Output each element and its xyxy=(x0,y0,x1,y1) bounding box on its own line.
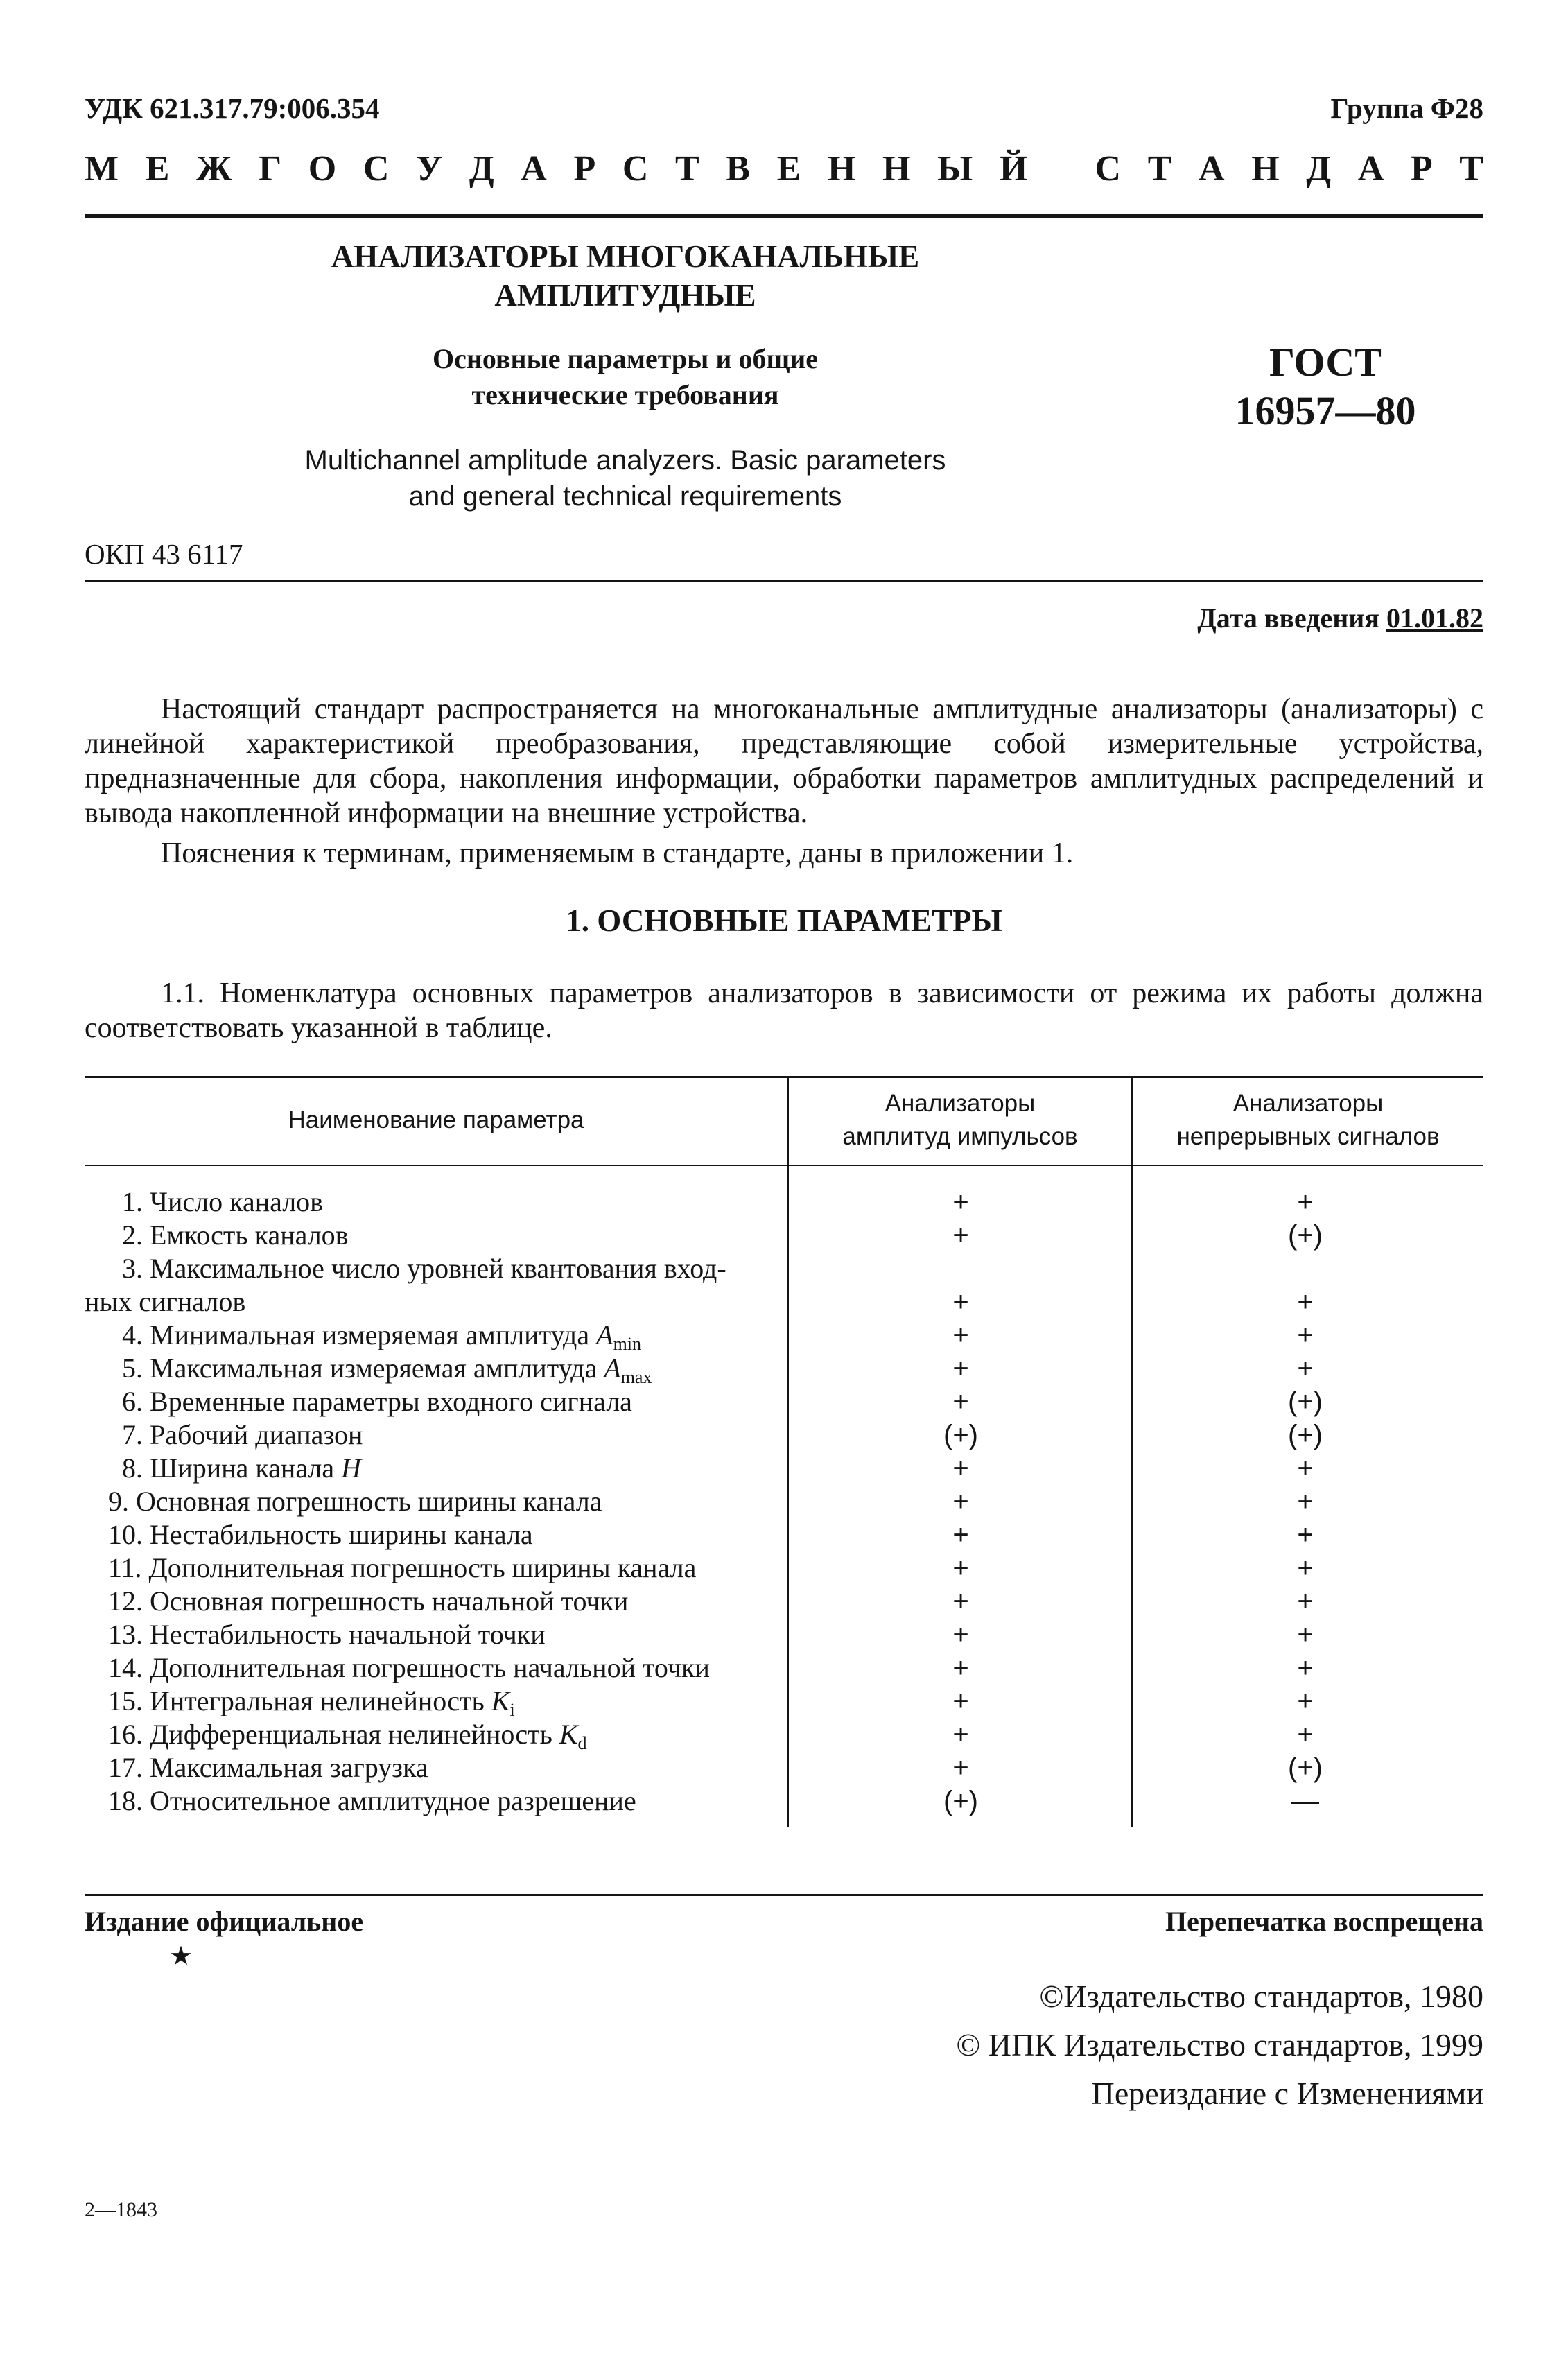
banner-letter: Е xyxy=(145,149,170,189)
row-text: 11. Дополнительная погрешность ширины канала xyxy=(108,1552,697,1583)
row-symbol-subscript: max xyxy=(620,1367,652,1387)
banner-letter: Р xyxy=(1410,149,1433,189)
table-column-divider-1 xyxy=(787,1076,789,1827)
table-row-name xyxy=(122,1452,361,1485)
copyright-1999: © ИПК Издательство стандартов, 1999 xyxy=(956,2027,1483,2062)
row-text: 15. Интегральная нелинейность xyxy=(108,1685,491,1716)
intro-paragraph: Настоящий стандарт распространяется на многоканальные амплитудные анализаторы (анализаторы) с линейной характеристикой преобразования, представляющие собой измерительные устройства, предназначенные для сбора, накопления информации, обработки параметров амплитудных распределений и вывода накопленной информации на внешние устройства. xyxy=(85,693,1483,829)
table-header-col1-line2: амплитуд импульсов xyxy=(842,1123,1078,1150)
row-symbol: K xyxy=(491,1685,510,1716)
pulse-analyzer-mark: (+) xyxy=(943,1786,978,1816)
reissue-note: Переиздание с Изменениями xyxy=(1091,2076,1483,2111)
banner-letter: Т xyxy=(1459,149,1483,189)
table-header-rule xyxy=(85,1165,1483,1166)
pulse-analyzer-mark: + xyxy=(952,1719,969,1750)
banner-letter: Й xyxy=(999,149,1028,189)
table-row-name xyxy=(108,1751,428,1784)
table-row-name xyxy=(108,1485,602,1518)
intro-date-value: 01.01.82 xyxy=(1386,602,1483,634)
table-header-col2 xyxy=(1133,1087,1483,1154)
pulse-analyzer-mark: + xyxy=(952,1387,969,1417)
table-row-name xyxy=(108,1552,696,1585)
introduction-date xyxy=(1197,602,1483,635)
table-top-rule xyxy=(85,1076,1483,1078)
document-subtitle xyxy=(293,341,958,413)
banner-letter: В xyxy=(726,149,751,189)
row-symbol-subscript: i xyxy=(509,1700,515,1720)
row-text: ных сигналов xyxy=(85,1286,246,1317)
banner-letter: Д xyxy=(469,149,494,189)
star-icon: ★ xyxy=(169,1942,193,1971)
table-header-name: Наименование параметра xyxy=(288,1106,584,1133)
row-text: 10. Нестабильность ширины канала xyxy=(108,1519,533,1550)
official-edition: Издание официальное xyxy=(85,1906,364,1937)
pulse-analyzer-mark: + xyxy=(952,1619,969,1650)
udk-code: УДК 621.317.79:006.354 xyxy=(85,92,380,124)
row-text: 2. Емкость каналов xyxy=(122,1219,349,1251)
row-symbol: A xyxy=(596,1319,613,1350)
table-row-name xyxy=(122,1252,726,1285)
banner-letter: Н xyxy=(827,149,856,189)
group-code: Группа Ф28 xyxy=(1330,92,1483,124)
banner-letter: Н xyxy=(1251,149,1280,189)
row-symbol: K xyxy=(559,1719,578,1750)
banner-letter: С xyxy=(622,149,649,189)
row-text: 12. Основная погрешность начальной точки xyxy=(108,1585,629,1617)
pulse-analyzer-mark: + xyxy=(952,1753,969,1783)
row-text: 14. Дополнительная погрешность начальной точки xyxy=(108,1652,710,1683)
table-row-name xyxy=(122,1219,349,1252)
table-header-col2-line1: Анализаторы xyxy=(1232,1090,1384,1117)
page-code: 2—1843 xyxy=(85,2198,157,2221)
title-line-2: АМПЛИТУДНЫЕ xyxy=(494,278,756,313)
clause-1-1-paragraph: 1.1. Номенклатура основных параметров анализаторов в зависимости от режима их работы должна соответствовать указанной в таблице. xyxy=(85,977,1483,1044)
row-symbol: H xyxy=(341,1452,362,1484)
gost-number: 16957—80 xyxy=(1235,388,1416,433)
banner-letter: С xyxy=(363,149,390,189)
row-symbol: A xyxy=(604,1353,621,1384)
document-title xyxy=(293,237,958,315)
row-text: 5. Максимальная измеряемая амплитуда xyxy=(122,1353,604,1384)
table-row-name xyxy=(108,1518,533,1552)
pulse-analyzer-mark: + xyxy=(952,1553,969,1583)
pulse-analyzer-mark: + xyxy=(952,1586,969,1617)
section-heading: 1. ОСНОВНЫЕ ПАРАМЕТРЫ xyxy=(566,903,1002,938)
pulse-analyzer-mark: + xyxy=(952,1653,969,1683)
banner-letter: Ы xyxy=(937,149,973,189)
continuous-analyzer-mark: (+) xyxy=(1288,1220,1323,1251)
row-text: 8. Ширина канала xyxy=(122,1452,342,1484)
pulse-analyzer-mark: + xyxy=(952,1220,969,1251)
terms-paragraph: Пояснения к терминам, применяемым в стандарте, даны в приложении 1. xyxy=(161,837,1074,869)
banner-letter: О xyxy=(308,149,337,189)
row-symbol-subscript: d xyxy=(577,1733,587,1753)
pulse-analyzer-mark: + xyxy=(952,1453,969,1484)
banner-letter: Р xyxy=(573,149,596,189)
gost-designation xyxy=(1194,338,1457,435)
row-text: 7. Рабочий диапазон xyxy=(122,1419,363,1450)
continuous-analyzer-mark: + xyxy=(1297,1320,1314,1350)
pulse-analyzer-mark: + xyxy=(952,1320,969,1350)
banner-letter: Т xyxy=(1147,149,1172,189)
table-row-name xyxy=(122,1418,363,1452)
banner-letter: Е xyxy=(776,149,801,189)
english-title-line-2: and general technical requirements xyxy=(408,481,842,512)
continuous-analyzer-mark: (+) xyxy=(1288,1387,1323,1417)
continuous-analyzer-mark: (+) xyxy=(1288,1753,1323,1783)
row-text: 16. Дифференциальная нелинейность xyxy=(108,1719,559,1750)
continuous-analyzer-mark: + xyxy=(1297,1187,1314,1217)
continuous-analyzer-mark: + xyxy=(1297,1553,1314,1583)
continuous-analyzer-mark: + xyxy=(1297,1719,1314,1750)
pulse-analyzer-mark: + xyxy=(952,1486,969,1517)
row-text: 9. Основная погрешность ширины канала xyxy=(108,1486,602,1517)
row-text: 6. Временные параметры входного сигнала xyxy=(122,1386,632,1417)
banner-letter: Д xyxy=(1306,149,1332,189)
pulse-analyzer-mark: + xyxy=(952,1287,969,1317)
banner-letter: Ж xyxy=(196,149,232,189)
pulse-analyzer-mark: + xyxy=(952,1187,969,1217)
continuous-analyzer-mark: + xyxy=(1297,1520,1314,1550)
subtitle-line-1: Основные параметры и общие xyxy=(432,343,819,374)
continuous-analyzer-mark: + xyxy=(1297,1353,1314,1384)
banner-letter: А xyxy=(1357,149,1384,189)
table-row-name xyxy=(108,1784,636,1818)
footer-rule xyxy=(85,1894,1483,1896)
banner-letter: Т xyxy=(675,149,699,189)
banner-letter xyxy=(1054,148,1068,190)
english-title xyxy=(293,442,958,514)
continuous-analyzer-mark: + xyxy=(1297,1486,1314,1517)
table-header-col1 xyxy=(789,1087,1131,1154)
banner-letter: Н xyxy=(882,149,911,189)
copyright-1980: ©Издательство стандартов, 1980 xyxy=(1039,1979,1483,2014)
continuous-analyzer-mark: + xyxy=(1297,1287,1314,1317)
continuous-analyzer-mark: + xyxy=(1297,1619,1314,1650)
okp-code: ОКП 43 6117 xyxy=(85,538,243,570)
banner-letter: Г xyxy=(259,149,282,189)
banner-letter: У xyxy=(416,149,443,189)
row-text: 13. Нестабильность начальной точки xyxy=(108,1619,546,1650)
title-line-1: АНАЛИЗАТОРЫ МНОГОКАНАЛЬНЫЕ xyxy=(331,239,920,274)
banner-letter: А xyxy=(1199,149,1225,189)
table-row-name xyxy=(108,1651,710,1685)
continuous-analyzer-mark: (+) xyxy=(1288,1420,1323,1450)
reprint-prohibited: Перепечатка воспрещена xyxy=(1165,1906,1483,1937)
table-row-name xyxy=(108,1618,546,1651)
intro-date-label: Дата введения xyxy=(1197,602,1379,634)
continuous-analyzer-mark: — xyxy=(1291,1786,1319,1816)
pulse-analyzer-mark: (+) xyxy=(943,1420,978,1450)
header-rule xyxy=(85,214,1483,218)
table-header-col2-line2: непрерывных сигналов xyxy=(1176,1123,1440,1150)
banner-letter: С xyxy=(1095,149,1122,189)
banner-letter: А xyxy=(521,149,547,189)
table-row-name xyxy=(108,1585,628,1618)
pulse-analyzer-mark: + xyxy=(952,1353,969,1384)
row-text: 1. Число каналов xyxy=(122,1186,324,1217)
table-header-col1-line1: Анализаторы xyxy=(885,1090,1036,1117)
continuous-analyzer-mark: + xyxy=(1297,1586,1314,1617)
subtitle-line-2: технические требования xyxy=(471,379,779,410)
english-title-line-1: Multichannel amplitude analyzers. Basic parameters xyxy=(304,445,946,476)
row-text: 18. Относительное амплитудное разрешение xyxy=(108,1785,636,1816)
table-row-name xyxy=(122,1385,632,1418)
title-rule xyxy=(85,580,1483,582)
table-row-name xyxy=(85,1285,245,1319)
banner-letter: М xyxy=(85,149,119,189)
row-text: 3. Максимальное число уровней квантования вход- xyxy=(122,1253,726,1284)
row-text: 4. Минимальная измеряемая амплитуда xyxy=(122,1319,597,1350)
standard-banner xyxy=(85,148,1483,190)
pulse-analyzer-mark: + xyxy=(952,1520,969,1550)
continuous-analyzer-mark: + xyxy=(1297,1653,1314,1683)
row-text: 17. Максимальная загрузка xyxy=(108,1752,428,1783)
continuous-analyzer-mark: + xyxy=(1297,1686,1314,1716)
row-symbol-subscript: min xyxy=(613,1334,642,1354)
gost-label: ГОСТ xyxy=(1269,340,1382,385)
pulse-analyzer-mark: + xyxy=(952,1686,969,1716)
continuous-analyzer-mark: + xyxy=(1297,1453,1314,1484)
table-row-name xyxy=(122,1185,323,1219)
table-column-divider-2 xyxy=(1131,1076,1133,1827)
